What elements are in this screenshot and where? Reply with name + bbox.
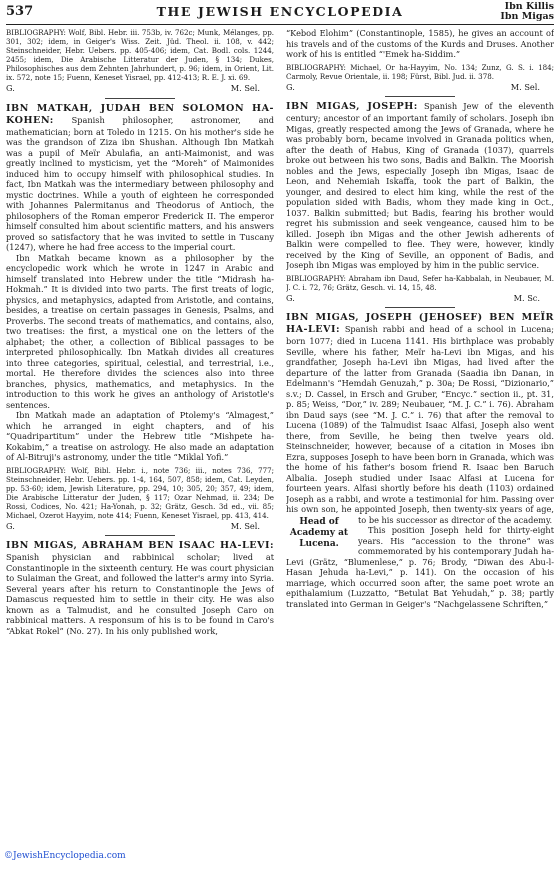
entry-title: IBN MIGAS, JOSEPH: bbox=[286, 101, 418, 112]
entry-paragraph: Spanish Jew of the eleventh century; ancestor of an important family of scholars. Joseph ibn Migas, greatly respected among the Jews of Granada, where he was probably born, became involved in Granada politics when, after the death of Habus, King of Granada (1037), quarrels broke out between his two sons, Badis and Balkin. The Moorish nobles and the Jews, especially Joseph ibn Migas, Isaac de Leon, and Nehemiah Iskaffa, took the part of Balkin, the younger, and desired to elect him king, while the rest of the population sided with Badis, whom they made king in Oct., 1037. Balkin submitted; but Badis, fearing his brother would regret his submission and seek vengeance, caused him to be killed. Joseph ibn Migas and the other Jewish adherents of Balkin were compelled to flee. They were, however, kindly received by the King of Seville, an opponent of Badis, and Joseph ibn Migas was employed by him in the public service. bbox=[286, 101, 554, 270]
divider bbox=[105, 535, 175, 536]
entry-title: IBN MIGAS, JOSEPH (JEHOSEF) BEN MEÏR HA-LEVI: bbox=[286, 312, 554, 335]
bibliography: BIBLIOGRAPHY: Wolf, Bibl. Hebr. i., note 736; iii., notes 736, 777; Steinschneider, Hebr. Uebers. pp. 1-4, 164, 507, 858; idem, Cat. Leyden, pp. 53-60; idem, Jewish Literature, pp. 294, 10; 305, 20; 357, 49; idem, Die Arabische Litteratur der Juden, § 117; Ozar Nehmad, ii. 234; De Rossi, Codices, No. 421; Ha-Yonah, p. 32; Grätz, Gesch. 3d ed., vii. 85; Michael, Ozerot Hayyim, note 414; Fuenn, Keneset Yisrael, pp. 413, 414. bbox=[6, 465, 274, 520]
guide-words bbox=[500, 2, 554, 22]
guide-word-first: Ibn Killis bbox=[504, 1, 554, 12]
signature bbox=[286, 293, 554, 304]
page-number: 537 bbox=[6, 4, 34, 19]
running-title: THE JEWISH ENCYCLOPEDIA bbox=[156, 4, 404, 19]
signature-author: M. Sel. bbox=[510, 81, 540, 92]
entry-paragraph: This position Joseph held for thirty-eight years. His “accession to the throne” was commemorated by his contemporary Judah ha-Levi (Grätz, “Blumenlese,” p. 76; Brody, “Diwan des Abu-l-Hasan Jehuda ha-Levi,” p. 141). On the occasion of his marriage, which occurred soon after, the same poet wrote an epithalamium (Luzzatto, “Betulat Bat Yehudah,” p. 38; partly translated into German in Geiger's “Nachgelassene Schriften,” bbox=[286, 525, 554, 609]
signature-top bbox=[6, 83, 274, 94]
entry-paragraph: Spanish philosopher, astronomer, and mathematician; born at Toledo in 1215. On his mother's side he was the grandson of Ziza ibn Shushan. Although Ibn Matkah was a pupil of Meïr Abulafia, an anti-Maimonist, and was greatly inclined to mysticism, yet the “Moreh” of Maimonides induced him to occupy himself with philosophical studies. In fact, Ibn Matkah was the intermediary between philosophy and mystic doctrines. While a youth of eighteen he corresponded with Johannes Palermitanus and Theodorus of Antioch, the philosophers of the Roman emperor Frederick II. The emperor himself consulted him about scientific matters, and his answers proved so satisfactory that he was invited to settle in Tuscany (1247), where he had free access to the imperial court. bbox=[6, 114, 274, 252]
guide-word-last: Ibn Migas bbox=[500, 11, 554, 22]
divider bbox=[105, 98, 175, 99]
bibliography-top: BIBLIOGRAPHY: Wolf, Bibl. Hebr. iii. 753b, iv. 762c; Munk, Mélanges, pp. 301, 302; idem, in Geiger's Wiss. Zeit. Jüd. Theol. ii. 108, v. 442; Steinschneider, Hebr. Uebers. pp. 405-406; idem, Cat. Bodl. cols. 1244, 2455; idem, Die Arabische Litteratur der Juden, § 134; Dukes, Philosophisches aus dem Zehnten Jahrhundert, p. 96; idem, in Orient, Lit. ix. 572, note 15; Fuenn, Keneset Yisrael, pp. 412-413; R. E. J. xi. 69. bbox=[6, 28, 274, 82]
left-column bbox=[6, 28, 274, 848]
right-column bbox=[286, 28, 554, 848]
signature-initial: G. bbox=[286, 81, 295, 92]
entry-continuation: “Kebod Elohim” (Constantinople, 1585), he gives an account of his travels and of the customs of the Kurds and Druses. Another work of his is entitled “'Emek ha-Siddim.” bbox=[286, 28, 554, 59]
signature-author: M. Sc. bbox=[513, 292, 540, 303]
signature-initial: G. bbox=[6, 520, 15, 531]
entry-title: IBN MATKAH, JUDAH BEN SOLOMON HA-KOHEN: bbox=[6, 102, 274, 126]
entry-paragraph: Spanish rabbi and head of a school in Lucena; born 1077; died in Lucena 1141. His birthplace was probably Seville, where his father, Meïr ha-Levi ibn Migas, and his grandfather, Joseph ha-Levi ibn Migas, had lived after the departure of the latter from Granada (Saadia ibn Danan, in Edelmann's “Hemdah Genuzah,” p. 30a; De Rossi, “Dizionario,” s.v.; D. Cassel, in Ersch and Gruber, “Encyc.” section ii., pt. 31, p. 85; Weiss, “Dor,” iv. 289; Neubauer, “M. J. C.” i. 76). Abraham ibn Daud says (see “M. J. C.” i. 76) that after the removal to Lucena (1089) of the Talmudist Isaac Alfasi, Joseph also went there, from Seville, he being then twelve years old. Steinschneider, however, because of a citation in Moses ibn Ezra, supposes Joseph to have been born in Granada, which was the home of his father's bosom friend R. Isaac ben Baruch Albalia. Joseph studied under Isaac Alfasi at Lucena for fourteen years. Alfasi shortly before his death (1103) ordained Joseph as a rabbi, and wrote a testimonial for him. Passing over his own son, he appointed Joseph, then twenty-six years of age, to be his successor as director of the academy. bbox=[286, 324, 554, 525]
signature-author: M. Sel. bbox=[230, 520, 260, 531]
entry-ibn-migas-joseph-ben-meir bbox=[286, 312, 554, 609]
divider bbox=[385, 96, 455, 97]
entry-paragraph: Spanish physician and rabbinical scholar; lived at Constantinople in the sixteenth century. He was court physician to Sulaiman the Great, and followed the latter's army into Syria. Several years after his return to Constantinople the Jews of Damascus requested him to settle in their city. He was also known as a Talmudist, and he consulted Joseph Caro on rabbinical matters. A responsum of his is to be found in Caro's “Abkat Rokel” (No. 27). In his only published work, bbox=[6, 552, 274, 636]
bibliography: BIBLIOGRAPHY: Abraham ibn Daud, Sefer ha-Kabbalah, in Neubauer, M. J. C. i. 72, 76; Grätz, Gesch. vi. 14, 15, 48. bbox=[286, 273, 554, 292]
entry-ibn-migas-joseph bbox=[286, 101, 554, 303]
signature bbox=[6, 521, 274, 532]
entry-ibn-matkah bbox=[6, 103, 274, 532]
entry-paragraph: Ibn Matkah made an adaptation of Ptolemy's “Almagest,” which he arranged in eight chapters, and of his “Quadripartitum” under the Hebrew title “Mishpete ha-Kokabim,” a treatise on astrology. He also made an adaptation of Al-Bitruji's astronomy, under the title “Miklal Yofi.” bbox=[6, 410, 274, 462]
bibliography: BIBLIOGRAPHY: Michael, Or ha-Hayyim, No. 134; Zunz, G. S. i. 184; Carmoly, Revue Orientale, ii. 198; Fürst, Bibl. Jud. ii. 378. bbox=[286, 62, 554, 81]
entry-ibn-migas-abraham bbox=[6, 540, 274, 636]
signature-initial: G. bbox=[6, 83, 15, 93]
signature-initial: G. bbox=[286, 292, 295, 303]
margin-note: Head of Academy at Lucena. bbox=[289, 516, 349, 549]
entry-paragraph: Ibn Matkah became known as a philosopher by the encyclopedic work which he wrote in 1247 in Arabic and himself translated into Hebrew under the title “Midrash ha-Hokmah.” It is divided into two parts. The first treats of logic, physics, and metaphysics, adapted from Aristotle, and contains, besides, a treatise on certain passages in Genesis, Psalms, and Proverbs. The second treats of mathematics, and contains, also, two treatises: the first, a mystical one on the letters of the alphabet; the other, a collection of Biblical passages to be interpreted philosophically. Ibn Matkah divides all creatures into three categories, spiritual, celestial, and terrestrial, i.e., mortal. He therefore divides the sciences also into three branches, physics, mathematics, and metaphysics. In the introduction to this work he gives an anthology of Aristotle's sentences. bbox=[6, 252, 274, 410]
signature bbox=[286, 82, 554, 93]
footer-copyright: ©JewishEncyclopedia.com bbox=[4, 851, 126, 861]
divider bbox=[385, 307, 455, 308]
page-header bbox=[6, 2, 554, 25]
entry-title: IBN MIGAS, ABRAHAM BEN ISAAC HA-LEVI: bbox=[6, 540, 274, 551]
signature-author: M. Sel. bbox=[230, 83, 260, 93]
